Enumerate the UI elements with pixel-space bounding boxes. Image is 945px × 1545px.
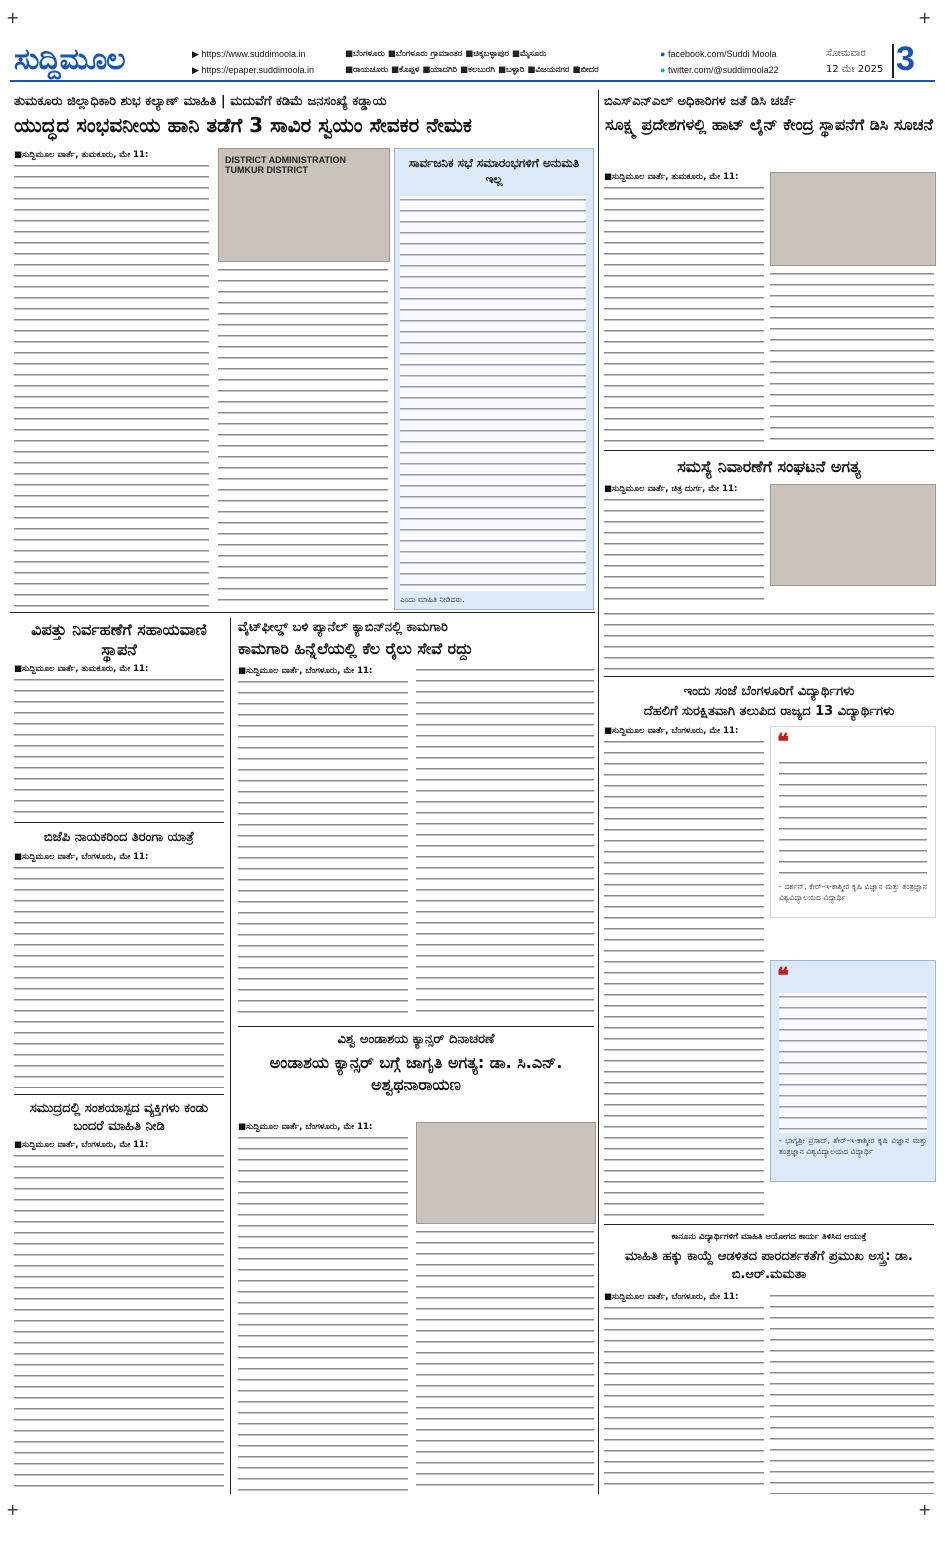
twitter-icon: ● bbox=[660, 65, 666, 75]
article-headline: ದೆಹಲಿಗೆ ಸುರಕ್ಷಿತವಾಗಿ ತಲುಪಿದ ರಾಜ್ಯದ 13 ವಿದ್ಯಾರ್ಥಿಗಳು bbox=[643, 704, 895, 719]
article-byline: ■ಸುದ್ದಿಮೂಲ ವಾರ್ತೆ, ತುಮಕೂರು, ಮೇ 11: bbox=[14, 664, 149, 674]
article-headline: ಕಾಮಗಾರಿ ಹಿನ್ನೆಲೆಯಲ್ಲಿ ಕೆಲ ರೈಲು ಸೇವೆ ರದ್ದು bbox=[238, 639, 474, 658]
article-kicker: ವಿಶ್ವ ಅಂಡಾಶಯ ಕ್ಯಾನ್ಸರ್ ದಿನಾಚರಣೆ bbox=[337, 1032, 495, 1047]
article-body bbox=[604, 184, 764, 444]
divider bbox=[14, 1094, 224, 1095]
article-byline: ■ಸುದ್ದಿಮೂಲ ವಾರ್ತೆ, ಬೆಂಗಳೂರು, ಮೇ 11: bbox=[14, 852, 149, 862]
article-headline: ಯುದ್ಧದ ಸಂಭವನೀಯ ಹಾನಿ ತಡೆಗೆ 3 ಸಾವಿರ ಸ್ವಯಂ ಸೇವಕರ ನೇಮಕ bbox=[14, 113, 472, 137]
social-links bbox=[660, 46, 779, 78]
article-body bbox=[218, 266, 388, 606]
article-kicker: ಬಿಎಸ್‌ಎನ್‌ಎಲ್ ಅಧಿಕಾರಿಗಳ ಜತೆ ಡಿಸಿ ಚರ್ಚೆ bbox=[604, 94, 796, 109]
article-photo: DISTRICT ADMINISTRATION TUMKUR DISTRICT bbox=[218, 148, 390, 262]
article-byline: ■ಸುದ್ದಿಮೂಲ ವಾರ್ತೆ, ಬೆಂಗಳೂರು, ಮೇ 11: bbox=[14, 1140, 149, 1150]
edition-cities: ■ಬೆಂಗಳೂರು ■ಬೆಂಗಳೂರು ಗ್ರಾಮಾಂತರ ■ಚಿಕ್ಕಬಳ್ಳಾಪುರ ■ಮೈಸೂರು ■ರಾಯಚೂರು ■ಕೊಪ್ಪಳ ■ಯಾದಗಿರಿ ■ಕಲಬುರಗಿ ■ಬಳ್ಳಾರಿ ■ವಿಜಯನಗರ ■ಬೀದರ bbox=[345, 49, 599, 75]
article-body bbox=[14, 1152, 224, 1492]
twitter-link[interactable]: ● twitter.com/@suddimoola22 bbox=[660, 65, 779, 75]
article-headline: ಸೂಕ್ಷ್ಮ ಪ್ರದೇಶಗಳಲ್ಲಿ ಹಾಟ್ ಲೈನ್ ಕೇಂದ್ರ ಸ್ಥಾಪನೆಗೆ ಡಿಸಿ ಸೂಚನೆ bbox=[604, 115, 934, 134]
article-body bbox=[14, 162, 209, 607]
divider bbox=[10, 612, 595, 613]
crop-mark-icon: + bbox=[6, 1500, 20, 1519]
article-body bbox=[238, 1134, 408, 1494]
article-byline: ■ಸುದ್ದಿಮೂಲ ವಾರ್ತೆ, ಬೆಂಗಳೂರು, ಮೇ 11: bbox=[238, 666, 373, 676]
box-body bbox=[400, 196, 586, 591]
website-links bbox=[192, 46, 314, 78]
article-headline: ಸಮಸ್ಯೆ ನಿವಾರಣೆಗೆ ಸಂಘಟನೆ ಅಗತ್ಯ bbox=[677, 457, 861, 476]
article-byline: ■ಸುದ್ದಿಮೂಲ ವಾರ್ತೆ, ಬೆಂಗಳೂರು, ಮೇ 11: bbox=[604, 1292, 739, 1302]
crop-mark-icon: + bbox=[918, 8, 932, 27]
article-headline: ವಿಪತ್ತು ನಿರ್ವಹಣೆಗೆ ಸಹಾಯವಾಣಿ ಸ್ಥಾಪನೆ bbox=[31, 620, 207, 659]
quote-icon: ❝ bbox=[777, 729, 789, 755]
article-body bbox=[416, 1228, 594, 1494]
epaper-url[interactable]: ▶ https://epaper.suddimoola.in bbox=[192, 65, 314, 75]
quote-icon: ❝ bbox=[777, 963, 789, 989]
sidebar-box: ಸಾರ್ವಜನಿಕ ಸಭೆ ಸಮಾರಂಭಗಳಿಗೆ ಅನುಮತಿ ಇಲ್ಲ bbox=[394, 148, 594, 610]
article-body bbox=[14, 864, 224, 1088]
divider bbox=[604, 450, 934, 451]
pull-quote: ❝ - ಭಾಗ್ಯಶ್ರೀ ಪ್ರಸಾದ್, ಶೇರ್-ಇ-ಕಾಶ್ಮೀರ ಕೃಷಿ ವಿಜ್ಞಾನ ಮತ್ತು ತಂತ್ರಜ್ಞಾನ ವಿಶ್ವವಿದ್ಯಾಲಯದ ವಿದ್ಯಾರ್ಥಿ bbox=[770, 960, 936, 1182]
crop-mark-icon: + bbox=[6, 8, 20, 27]
page-number: 3 bbox=[896, 40, 915, 78]
pull-quote: ❝ - ದರ್ಶನ್, ಕೇರ್-ಇ-ಕಾಶ್ಮೀರ ಕೃಷಿ ವಿಜ್ಞಾನ ಮತ್ತು ತಂತ್ರಜ್ಞಾನ ವಿಶ್ವವಿದ್ಯಾಲಯದ ವಿದ್ಯಾರ್ಥಿ bbox=[770, 726, 936, 918]
website-url[interactable]: ▶ https://www.suddimoola.in bbox=[192, 49, 306, 59]
article-headline: ಬಿಜೆಪಿ ನಾಯಕರಿಂದ ತಿರಂಗಾ ಯಾತ್ರೆ bbox=[43, 830, 195, 845]
article-byline: ■ಸುದ್ದಿಮೂಲ ವಾರ್ತೆ, ಬೆಂಗಳೂರು, ಮೇ 11: bbox=[604, 726, 739, 736]
newspaper-logo: ಸುದ್ದಿಮೂಲ bbox=[14, 42, 125, 77]
article-byline: ■ಸುದ್ದಿಮೂಲ ವಾರ್ತೆ, ತುಮಕೂರು, ಮೇ 11: bbox=[604, 172, 739, 182]
divider bbox=[604, 1224, 934, 1225]
article-body bbox=[604, 1304, 764, 1494]
article-byline: ■ಸುದ್ದಿಮೂಲ ವಾರ್ತೆ, ಚಿತ್ರ ದುರ್ಗ, ಮೇ 11: bbox=[604, 484, 738, 494]
divider bbox=[892, 44, 894, 78]
article-photo bbox=[416, 1122, 596, 1224]
article-body bbox=[604, 738, 764, 1218]
article-end: ಎಂದು ಮಾಹಿತಿ ನೀಡಿದರು. bbox=[400, 595, 465, 604]
divider bbox=[238, 1026, 594, 1027]
article-photo bbox=[770, 484, 936, 586]
article-byline: ■ಸುದ್ದಿಮೂಲ ವಾರ್ತೆ, ಬೆಂಗಳೂರು, ಮೇ 11: bbox=[238, 1122, 373, 1132]
article-kicker: ತುಮಕೂರು ಜಿಲ್ಲಾಧಿಕಾರಿ ಶುಭ ಕಲ್ಯಾಣ್ ಮಾಹಿತಿ | ಮದುವೆಗೆ ಕಡಿಮೆ ಜನಸಂಖ್ಯೆ ಕಡ್ಡಾಯ bbox=[14, 94, 387, 109]
article-body bbox=[770, 1292, 934, 1494]
divider bbox=[230, 618, 231, 1494]
article-kicker: ವೈಟ್‌ಫೀಲ್ಡ್ ಬಳಿ ಪ್ಯಾನೆಲ್ ಕ್ಯಾಬಿನ್‌ನಲ್ಲಿ ಕಾಮಗಾರಿ bbox=[238, 620, 448, 635]
article-headline: ಮಾಹಿತಿ ಹಕ್ಕು ಕಾಯ್ದೆ ಆಡಳಿತದ ಪಾರದರ್ಶಕತೆಗೆ ಪ್ರಮುಖ ಅಸ್ತ್ರ: ಡಾ. ಬಿ.ಆರ್.ಮಮತಾ bbox=[625, 1249, 913, 1282]
facebook-link[interactable]: ● facebook.com/Suddi Moola bbox=[660, 49, 777, 59]
article-body bbox=[770, 270, 934, 444]
divider bbox=[14, 822, 224, 823]
article-kicker: ಇಂದು ಸಂಜೆ ಬೆಂಗಳೂರಿಗೆ ವಿದ್ಯಾರ್ಥಿಗಳು bbox=[683, 684, 855, 699]
article-headline: ಅಂಡಾಶಯ ಕ್ಯಾನ್ಸರ್ ಬಗ್ಗೆ ಜಾಗೃತಿ ಅಗತ್ಯ: ಡಾ. ಸಿ.ಎನ್. ಅಶ್ವಥನಾರಾಯಣ bbox=[269, 1053, 563, 1094]
article-body bbox=[14, 676, 224, 816]
crop-mark-icon: + bbox=[918, 1500, 932, 1519]
article-kicker: ಕಾನೂನು ವಿದ್ಯಾರ್ಥಿಗಳಿಗೆ ಮಾಹಿತಿ ಆಯೋಗದ ಕಾರ್ಯ ತಿಳಿಸಿದ ಆಯುಕ್ತೆ bbox=[671, 1232, 867, 1242]
divider bbox=[604, 676, 934, 677]
article-body bbox=[604, 496, 764, 606]
article-body bbox=[604, 610, 934, 670]
facebook-icon: ● bbox=[660, 49, 666, 59]
issue-date: ಸೋಮವಾರ 12 ಮೇ 2025 bbox=[826, 48, 884, 75]
article-body bbox=[416, 666, 594, 1020]
divider bbox=[598, 90, 599, 1494]
article-headline: ಸಮುದ್ರದಲ್ಲಿ ಸಂಶಯಾಸ್ಪದ ವ್ಯಕ್ತಿಗಳು ಕಂಡು ಬಂದರೆ ಮಾಹಿತಿ ನೀಡಿ bbox=[29, 1101, 209, 1134]
article-body bbox=[238, 678, 408, 1020]
article-byline: ■ಸುದ್ದಿಮೂಲ ವಾರ್ತೆ, ತುಮಕೂರು, ಮೇ 11: bbox=[14, 150, 149, 160]
article-photo bbox=[770, 172, 936, 266]
